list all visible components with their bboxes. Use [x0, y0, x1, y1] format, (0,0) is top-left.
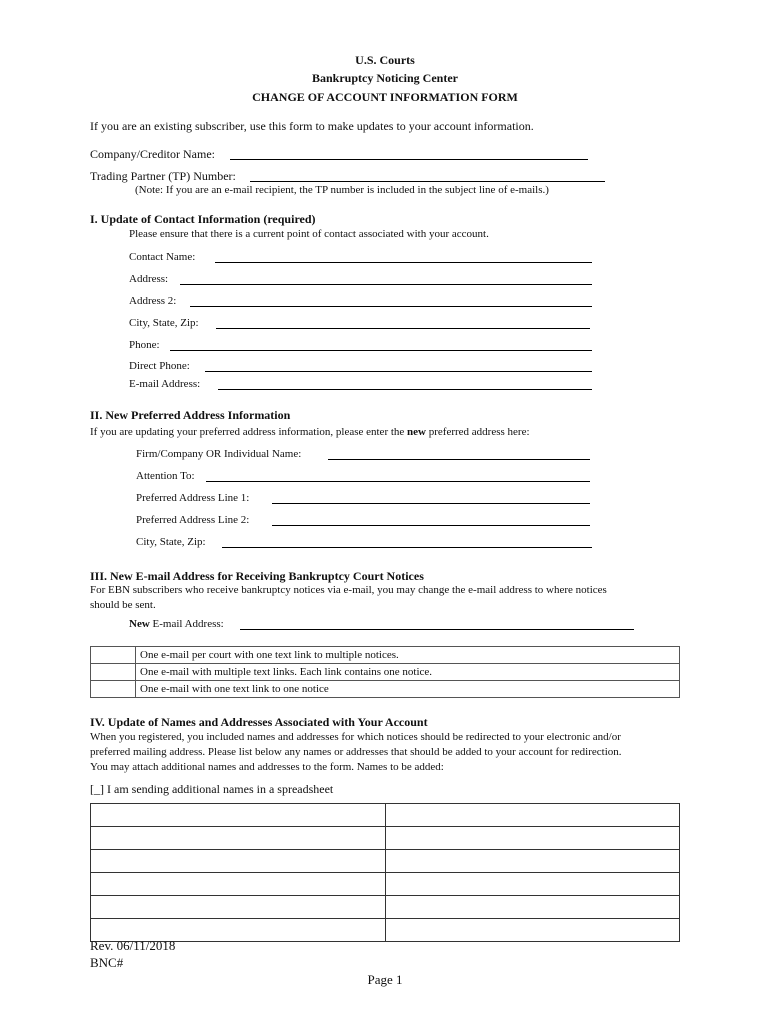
- intro-text: If you are an existing subscriber, use this form to make updates to your account information.: [90, 119, 534, 133]
- notice-option-row[interactable]: [91, 664, 680, 681]
- table-row: [91, 873, 680, 896]
- pref-city-label: City, State, Zip:: [136, 536, 206, 548]
- company-label: Company/Creditor Name:: [90, 147, 215, 161]
- table-cell[interactable]: [385, 827, 680, 850]
- city-state-zip-label: City, State, Zip:: [129, 317, 199, 329]
- section2-heading: II. New Preferred Address Information: [90, 408, 291, 422]
- firm-name-line[interactable]: [328, 459, 590, 460]
- table-cell[interactable]: [385, 804, 680, 827]
- section1-instruction: Please ensure that there is a current point of contact associated with your account.: [129, 228, 489, 240]
- section2-instruction-pre: If you are updating your preferred address information, please enter the: [90, 426, 408, 438]
- table-cell[interactable]: [385, 850, 680, 873]
- section4-para-3: You may attach additional names and addresses to the form. Names to be added:: [90, 761, 444, 773]
- contact-name-line[interactable]: [215, 262, 592, 263]
- address-line[interactable]: [180, 284, 592, 285]
- table-cell[interactable]: [91, 896, 386, 919]
- section2-instruction-post: preferred address here:: [426, 426, 530, 438]
- tp-input-line[interactable]: [250, 181, 605, 182]
- firm-name-label: Firm/Company OR Individual Name:: [136, 448, 302, 460]
- section4-heading: IV. Update of Names and Addresses Associated with Your Account: [90, 715, 428, 729]
- tp-label: Trading Partner (TP) Number:: [90, 169, 236, 183]
- new-email-label-rest: E-mail Address:: [149, 618, 224, 630]
- address2-label: Address 2:: [129, 295, 177, 307]
- new-email-label-bold: New: [129, 618, 150, 630]
- company-input-line[interactable]: [230, 159, 588, 160]
- section1-heading: I. Update of Contact Information (required): [90, 212, 316, 226]
- email-address-label: E-mail Address:: [129, 378, 201, 390]
- pref-line1-label: Preferred Address Line 1:: [136, 492, 250, 504]
- notice-option-row[interactable]: [91, 647, 680, 664]
- table-row: [91, 896, 680, 919]
- direct-phone-label: Direct Phone:: [129, 360, 190, 372]
- form-title: CHANGE OF ACCOUNT INFORMATION FORM: [252, 90, 518, 104]
- attention-to-label: Attention To:: [136, 470, 195, 482]
- new-email-label: [129, 618, 224, 630]
- revision-date: Rev. 06/11/2018: [90, 938, 176, 953]
- phone-label: Phone:: [129, 339, 160, 351]
- section4-para-2: preferred mailing address. Please list below any names or addresses that should be added to your account for redirection.: [90, 746, 622, 758]
- table-cell[interactable]: [385, 896, 680, 919]
- attention-to-line[interactable]: [206, 481, 590, 482]
- section3-heading: III. New E-mail Address for Receiving Bankruptcy Court Notices: [90, 569, 424, 583]
- table-cell[interactable]: [91, 850, 386, 873]
- table-cell[interactable]: [385, 919, 680, 942]
- bnc-number: BNC#: [90, 955, 124, 970]
- page-number: Page 1: [367, 972, 403, 987]
- city-state-zip-line[interactable]: [216, 328, 590, 329]
- address2-line[interactable]: [190, 306, 592, 307]
- table-cell[interactable]: [91, 873, 386, 896]
- notice-option-label: One e-mail with one text link to one notice: [136, 681, 680, 698]
- pref-line2-line[interactable]: [272, 525, 590, 526]
- notice-option-row[interactable]: [91, 681, 680, 698]
- header-bnc: Bankruptcy Noticing Center: [312, 71, 458, 85]
- pref-city-line[interactable]: [222, 547, 592, 548]
- table-row: [91, 827, 680, 850]
- contact-name-label: Contact Name:: [129, 251, 196, 263]
- spreadsheet-checkbox[interactable]: [_] I am sending additional names in a spreadsheet: [90, 782, 334, 796]
- section2-instruction-bold: new: [407, 426, 426, 438]
- section3-instruction-2: should be sent.: [90, 599, 156, 611]
- table-cell[interactable]: [91, 827, 386, 850]
- table-row: [91, 804, 680, 827]
- section2-instruction: [90, 426, 530, 438]
- section4-para-1: When you registered, you included names and addresses for which notices should be redirected to your electronic and/or: [90, 731, 621, 743]
- direct-phone-line[interactable]: [205, 371, 592, 372]
- pref-line1-line[interactable]: [272, 503, 590, 504]
- notice-option-label: One e-mail with multiple text links. Each link contains one notice.: [136, 664, 680, 681]
- phone-line[interactable]: [170, 350, 592, 351]
- tp-note: (Note: If you are an e-mail recipient, the TP number is included in the subject line of e-mails.): [135, 184, 549, 196]
- notice-option-checkbox[interactable]: [91, 647, 136, 664]
- table-row: [91, 919, 680, 942]
- new-email-line[interactable]: [240, 629, 634, 630]
- notice-option-label: One e-mail per court with one text link to multiple notices.: [136, 647, 680, 664]
- names-table: [90, 803, 680, 942]
- address-label: Address:: [129, 273, 169, 285]
- header-courts: U.S. Courts: [355, 53, 415, 67]
- notice-option-checkbox[interactable]: [91, 664, 136, 681]
- table-cell[interactable]: [91, 804, 386, 827]
- table-row: [91, 850, 680, 873]
- table-cell[interactable]: [385, 873, 680, 896]
- email-address-line[interactable]: [218, 389, 592, 390]
- pref-line2-label: Preferred Address Line 2:: [136, 514, 250, 526]
- section3-instruction-1: For EBN subscribers who receive bankruptcy notices via e-mail, you may change the e-mail address to where notices: [90, 584, 607, 596]
- notice-option-table: [90, 646, 680, 698]
- notice-option-checkbox[interactable]: [91, 681, 136, 698]
